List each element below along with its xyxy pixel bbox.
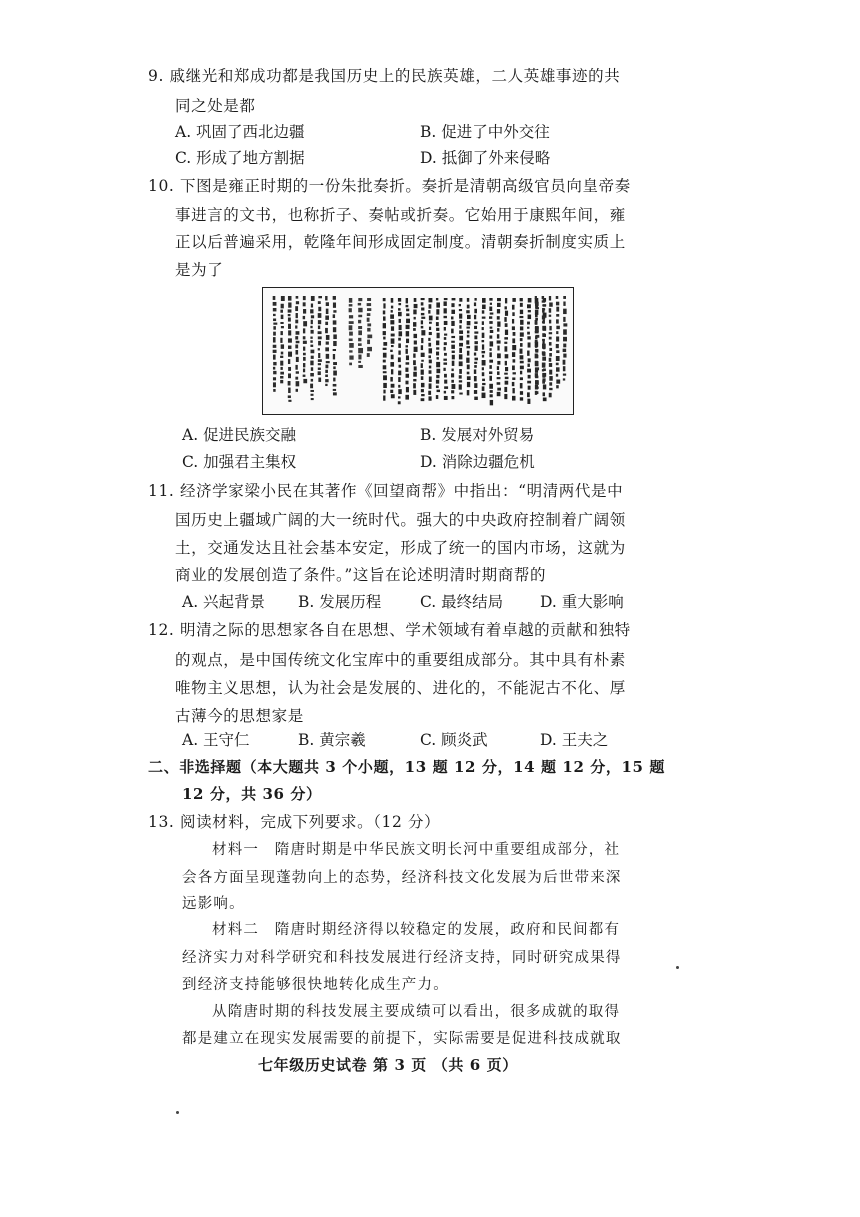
q12-stem-line1: 12. 明清之际的思想家各自在思想、学术领域有着卓越的贡献和独特 (148, 621, 631, 639)
q12-option-b: B. 黄宗羲 (298, 731, 366, 749)
q11-option-b: B. 发展历程 (298, 593, 382, 611)
q11-stem-line1: 11. 经济学家梁小民在其著作《回望商帮》中指出：“明清两代是中 (148, 482, 624, 500)
q10-stem-line2: 事进言的文书，也称折子、奏帖或折奏。它始用于康熙年间，雍 (175, 206, 626, 224)
q11-stem-line3: 土，交通发达且社会基本安定，形成了统一的国内市场，这就为 (175, 539, 626, 557)
section-2-heading: 二、非选择题（本大题共 3 个小题，13 题 12 分，14 题 12 分，15 题 (148, 758, 666, 776)
q13-material-3-line1: 从隋唐时期的科技发展主要成绩可以看出，很多成就的取得 (212, 1004, 621, 1020)
q10-option-d: D. 消除边疆危机 (420, 453, 535, 471)
q12-stem-line2: 的观点，是中国传统文化宝库中的重要组成部分。其中具有朴素 (175, 651, 626, 669)
q12-stem-line3: 唯物主义思想，认为社会是发展的、进化的，不能泥古不化、厚 (175, 679, 626, 697)
q9-option-d: D. 抵御了外来侵略 (420, 149, 551, 167)
q10-option-b: B. 发展对外贸易 (420, 426, 535, 444)
q13-material-2-line2: 经济实力对科学研究和科技发展进行经济支持，同时研究成果得 (182, 950, 622, 966)
q13-material-1-line1: 材料一 隋唐时期是中华民族文明长河中重要组成部分，社 (212, 842, 621, 858)
scan-speck (676, 966, 679, 969)
q11-stem-line2: 国历史上疆域广阔的大一统时代。强大的中央政府控制着广阔领 (175, 511, 626, 529)
q13-material-2-line1: 材料二 隋唐时期经济得以较稳定的发展，政府和民间都有 (212, 922, 621, 938)
q12-option-a: A. 王守仁 (182, 731, 250, 749)
q9-option-c: C. 形成了地方割据 (175, 149, 305, 167)
q12-option-c: C. 顾炎武 (420, 731, 488, 749)
q13-material-3-line2: 都是建立在现实发展需要的前提下，实际需要是促进科技成就取 (182, 1031, 622, 1047)
q12-option-d: D. 王夫之 (540, 731, 609, 749)
q13-material-1-line3: 远影响。 (182, 896, 245, 912)
q11-option-a: A. 兴起背景 (182, 593, 266, 611)
q10-stem-line3: 正以后普遍采用，乾隆年间形成固定制度。清朝奏折制度实质上 (175, 233, 626, 251)
q11-stem-line4: 商业的发展创造了条件。”这旨在论述明清时期商帮的 (175, 566, 547, 584)
memorial-calligraphy-drawing (263, 288, 573, 414)
q9-option-b: B. 促进了中外交往 (420, 123, 550, 141)
scan-speck (176, 1111, 179, 1114)
q9-stem-line1: 9. 戚继光和郑成功都是我国历史上的民族英雄，二人英雄事迹的共 (148, 67, 621, 85)
q10-stem-line1: 10. 下图是雍正时期的一份朱批奏折。奏折是清朝高级官员向皇帝奏 (148, 177, 631, 195)
section-2-heading-cont: 12 分，共 36 分） (182, 785, 322, 803)
q13-stem: 13. 阅读材料，完成下列要求。（12 分） (148, 813, 441, 831)
q10-option-c: C. 加强君主集权 (182, 453, 297, 471)
q11-option-d: D. 重大影响 (540, 593, 624, 611)
q13-material-1-line2: 会各方面呈现蓬勃向上的态势，经济科技文化发展为后世带来深 (182, 870, 622, 886)
q9-option-a: A. 巩固了西北边疆 (175, 123, 305, 141)
q10-option-a: A. 促进民族交融 (182, 426, 297, 444)
memorial-document-image (262, 287, 574, 415)
q9-stem-line2: 同之处是都 (175, 97, 256, 115)
page-footer: 七年级历史试卷 第 3 页 （共 6 页） (258, 1056, 518, 1074)
q12-stem-line4: 古薄今的思想家是 (175, 707, 304, 725)
q13-material-2-line3: 到经济支持能够很快地转化成生产力。 (182, 977, 449, 993)
q10-stem-line4: 是为了 (175, 261, 224, 279)
q11-option-c: C. 最终结局 (420, 593, 504, 611)
